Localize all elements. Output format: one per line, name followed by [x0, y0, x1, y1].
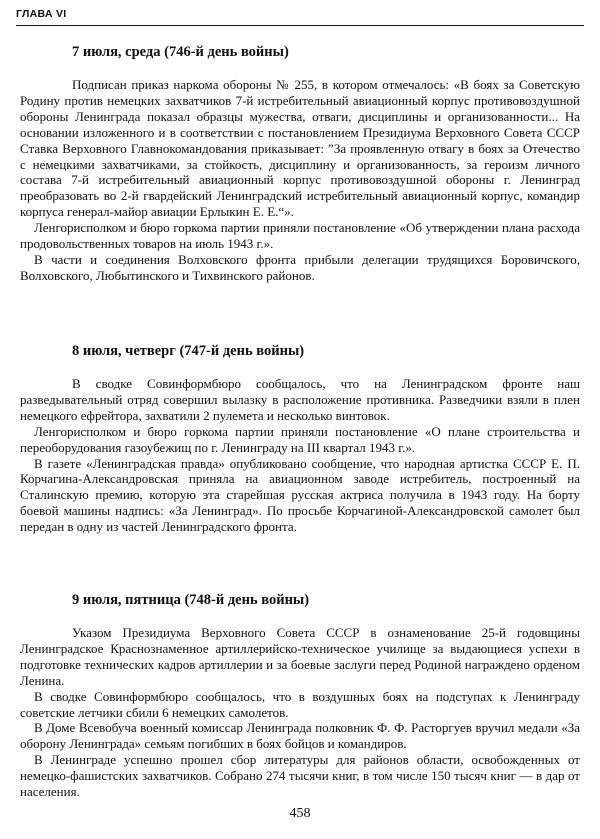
- paragraph: Указом Президиума Верховного Совета СССР в ознаменование 25-й годовщины Ленинградское Краснознаменное артиллерийско-техническое училище за выдающиеся успехи в подготовке технических кадров артиллерии и за боевые заслуги перед Родиной награждено орденом Ленина.: [20, 625, 580, 688]
- section-title: 8 июля, четверг (747-й день войны): [72, 343, 305, 359]
- section-july-8: [20, 343, 580, 535]
- chapter-header: ГЛАВА VI: [16, 8, 67, 20]
- paragraph: Ленгорисполком и бюро горкома партии приняли постановление «О плане строительства и переоборудования газоубежищ по г. Ленинграду на III квартал 1943 г.».: [20, 423, 580, 455]
- section-july-9: [20, 592, 580, 800]
- paragraph: В Доме Всевобуча военный комиссар Ленинграда полковник Ф. Ф. Расторгуев вручил медали «За оборону Ленинграда» семьям погибших в боях бойцов и командиров.: [20, 720, 580, 752]
- paragraph: Ленгорисполком и бюро горкома партии приняли постановление «Об утверждении плана расхода продовольственных товаров на июль 1943 г.».: [20, 220, 580, 252]
- paragraph: В сводке Совинформбюро сообщалось, что в воздушных боях на подступах к Ленинграду советские летчики сбили 6 немецких самолетов.: [20, 688, 580, 720]
- section-july-7: [20, 44, 580, 284]
- paragraph: В части и соединения Волховского фронта прибыли делегации трудящихся Боровичского, Волховского, Любытинского и Тихвинского районов.: [20, 251, 580, 283]
- paragraph: В Ленинграде успешно прошел сбор литературы для районов области, освобожденных от немецко-фашистских захватчиков. Собрано 274 тысячи книг, в том числе 150 тысяч книг — в дар от населения.: [20, 752, 580, 800]
- section-title: 7 июля, среда (746-й день войны): [72, 44, 289, 60]
- paragraph: В газете «Ленинградская правда» опубликовано сообщение, что народная артистка СССР Е. П. Корчагина-Александровская приняла на авиационном заводе истребитель, построенный на Сталинскую премию, которую эта старейшая русская актриса получила в 1943 году. На борту боевой машины надпись: «За Ленинград». По просьбе Корчагиной-Александровской самолет был передан в одну из частей Ленинградского фронта.: [20, 455, 580, 535]
- paragraph: Подписан приказ наркома обороны № 255, в котором отмечалось: «В боях за Советскую Родину против немецких захватчиков 7-й истребительный авиационный корпус противовоздушной обороны Ленинграда показал образцы мужества, отваги, дисциплины и организованности... На основании изложенного и в соответствии с постановлением Президиума Верховного Совета СССР Ставка Верховного Главнокомандования приказывает: ”За проявленную отвагу в боях за Отечество с немецкими захватчиками, за стойкость, дисциплину и организованность, за героизм личного состава 7-й истребительный авиационный корпус противовоздушной обороны г. Ленинград преобразовать во 2-й гвардейский Ленинградский истребительный авиационный корпус, командир корпуса генерал-майор авиации Ерлыкин Е. Е.“».: [20, 77, 580, 220]
- paragraph: В сводке Совинформбюро сообщалось, что на Ленинградском фронте наш разведывательный отряд совершил вылазку в расположение противника. Разведчики взяли в плен немецкого ефрейтора, захватили 2 пулемета и несколько винтовок.: [20, 376, 580, 423]
- section-title: 9 июля, пятница (748-й день войны): [72, 592, 310, 608]
- header-divider: [16, 25, 584, 26]
- page-number: 458: [289, 806, 311, 821]
